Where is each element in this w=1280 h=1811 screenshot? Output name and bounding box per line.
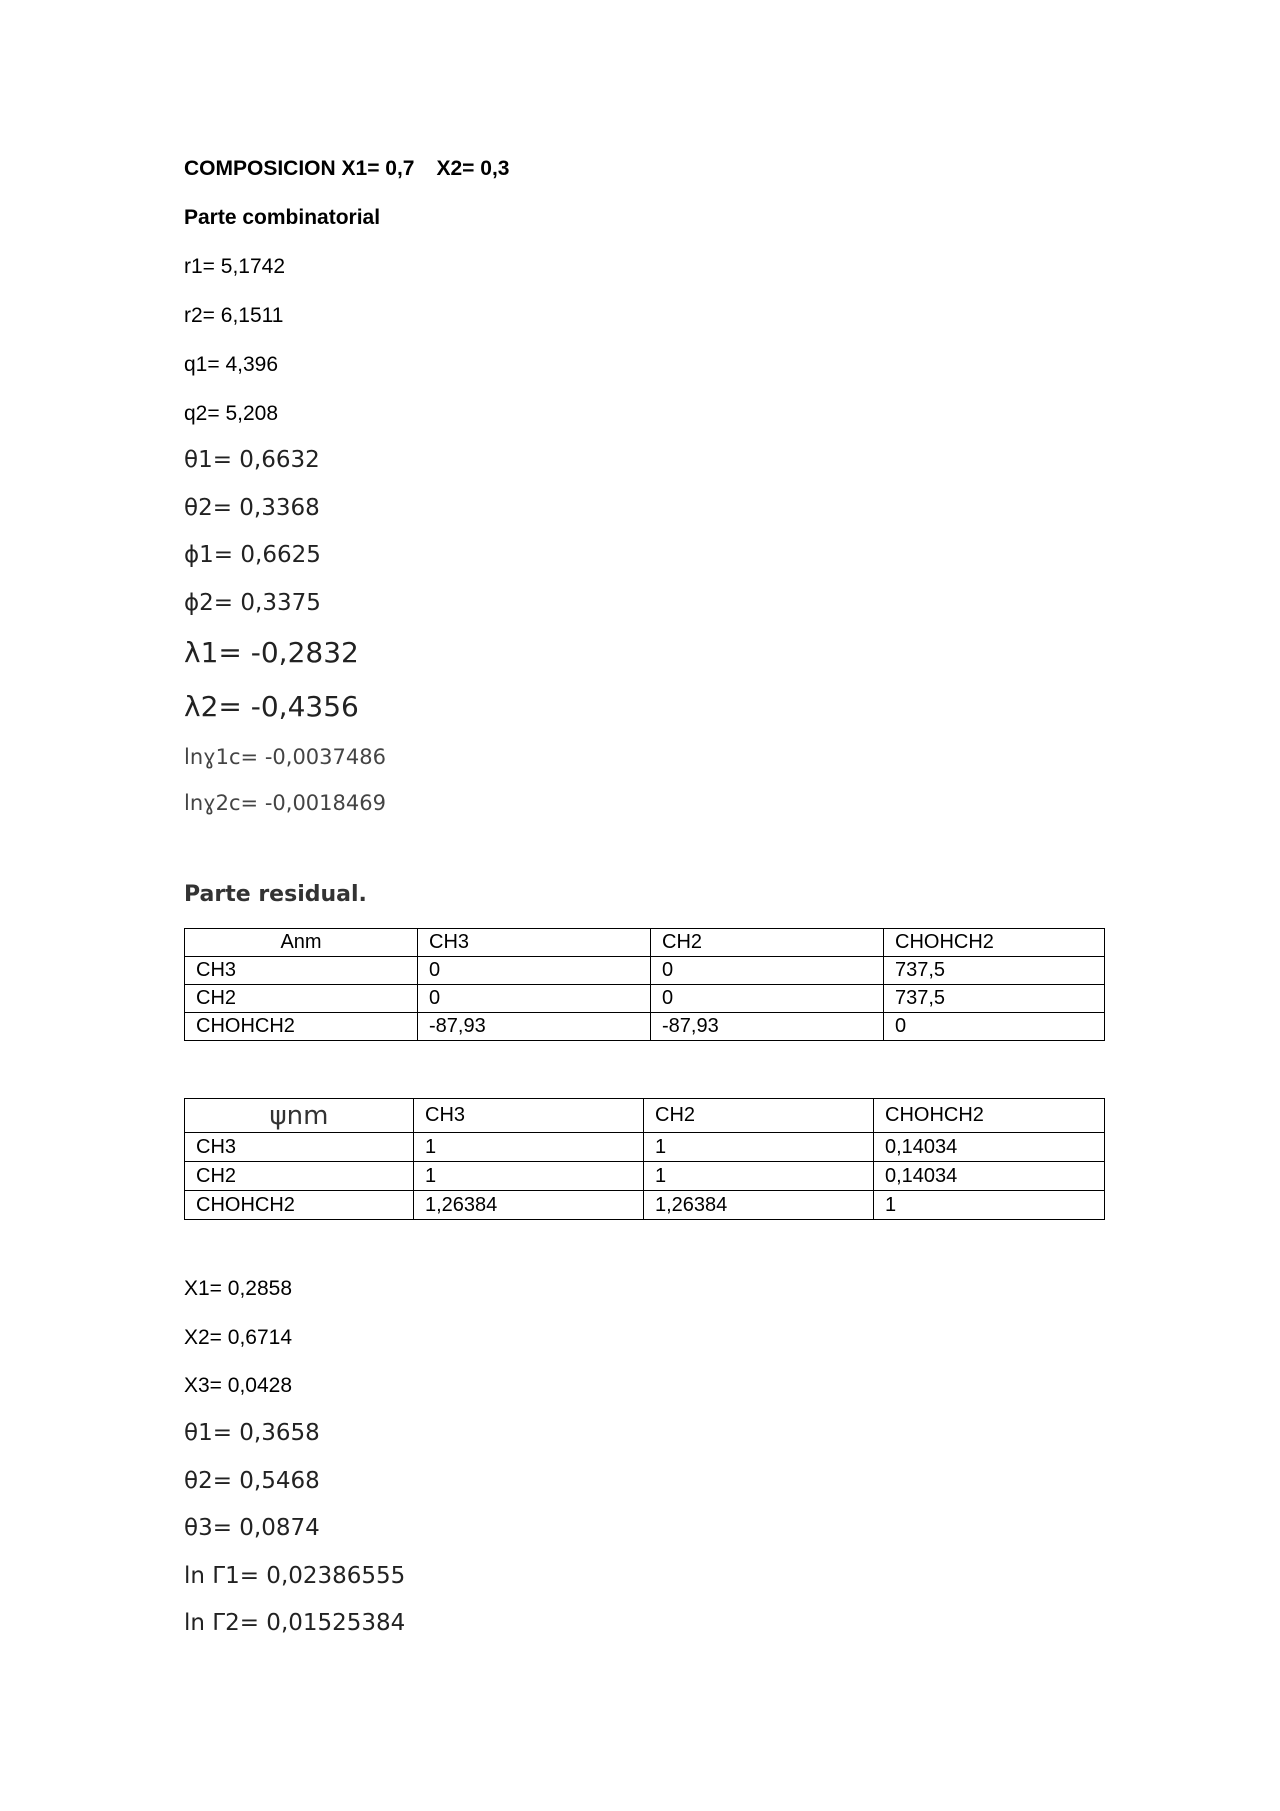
residual-theta1-value: θ1= 0,3658 xyxy=(184,1420,320,1446)
table-cell: 1,26384 xyxy=(414,1191,644,1220)
lambda1-value: λ1= -0,2832 xyxy=(184,636,359,669)
table-cell: 0,14034 xyxy=(874,1133,1105,1162)
anm-corner-label: Anm xyxy=(185,929,418,957)
residual-theta3-value: θ3= 0,0874 xyxy=(184,1515,320,1541)
lambda2-value: λ2= -0,4356 xyxy=(184,690,359,723)
column-header: CH3 xyxy=(414,1099,644,1133)
table-header-row xyxy=(185,929,1105,957)
table-row xyxy=(185,1191,1105,1220)
row-header: CH3 xyxy=(185,957,418,985)
ln-gamma1-value: ln Γ1= 0,02386555 xyxy=(184,1563,406,1589)
row-header: CH2 xyxy=(185,985,418,1013)
table-row xyxy=(185,1013,1105,1041)
combinatorial-heading: Parte combinatorial xyxy=(184,206,381,229)
table-cell: 1 xyxy=(644,1162,874,1191)
residual-heading: Parte residual. xyxy=(184,882,367,907)
q1-value: q1= 4,396 xyxy=(184,353,279,376)
table-cell: 0 xyxy=(651,957,884,985)
table-cell: 1 xyxy=(644,1133,874,1162)
theta2-value: θ2= 0,3368 xyxy=(184,495,320,521)
composition-x2: X2= 0,3 xyxy=(436,157,510,180)
residual-theta2-value: θ2= 0,5468 xyxy=(184,1468,320,1494)
group-fraction-x1: X1= 0,2858 xyxy=(184,1277,293,1300)
table-row xyxy=(185,1162,1105,1191)
anm-table xyxy=(184,928,1105,1041)
table-cell: 1 xyxy=(874,1191,1105,1220)
table-cell: 1 xyxy=(414,1162,644,1191)
lngamma2c-value: lnɣ2c= -0,0018469 xyxy=(184,791,386,815)
column-header: CHOHCH2 xyxy=(884,929,1105,957)
row-header: CHOHCH2 xyxy=(185,1191,414,1220)
table-cell: -87,93 xyxy=(651,1013,884,1041)
psi-table xyxy=(184,1098,1105,1220)
r1-value: r1= 5,1742 xyxy=(184,255,286,278)
column-header: CH2 xyxy=(644,1099,874,1133)
table-cell: 1,26384 xyxy=(644,1191,874,1220)
composition-x1: COMPOSICION X1= 0,7 xyxy=(184,157,415,180)
group-fraction-x2: X2= 0,6714 xyxy=(184,1326,293,1349)
table-cell: 737,5 xyxy=(884,985,1105,1013)
table-cell: 1 xyxy=(414,1133,644,1162)
q2-value: q2= 5,208 xyxy=(184,402,279,425)
table-cell: 0 xyxy=(418,985,651,1013)
table-cell: 737,5 xyxy=(884,957,1105,985)
phi1-value: ϕ1= 0,6625 xyxy=(184,542,321,568)
composition-heading xyxy=(184,158,509,179)
table-cell: -87,93 xyxy=(418,1013,651,1041)
table-row xyxy=(185,957,1105,985)
column-header: CH3 xyxy=(418,929,651,957)
table-cell: 0,14034 xyxy=(874,1162,1105,1191)
table-row xyxy=(185,1133,1105,1162)
table-cell: 0 xyxy=(418,957,651,985)
column-header: CH2 xyxy=(651,929,884,957)
phi2-value: ϕ2= 0,3375 xyxy=(184,590,321,616)
group-fraction-x3: X3= 0,0428 xyxy=(184,1374,293,1397)
table-row xyxy=(185,985,1105,1013)
psi-corner-label: ψnm xyxy=(185,1099,414,1133)
r2-value: r2= 6,1511 xyxy=(184,304,284,327)
table-cell: 0 xyxy=(651,985,884,1013)
ln-gamma2-value: ln Γ2= 0,01525384 xyxy=(184,1610,406,1636)
row-header: CHOHCH2 xyxy=(185,1013,418,1041)
table-header-row xyxy=(185,1099,1105,1133)
column-header: CHOHCH2 xyxy=(874,1099,1105,1133)
lngamma1c-value: lnɣ1c= -0,0037486 xyxy=(184,745,386,769)
table-cell: 0 xyxy=(884,1013,1105,1041)
theta1-value: θ1= 0,6632 xyxy=(184,447,320,473)
row-header: CH2 xyxy=(185,1162,414,1191)
row-header: CH3 xyxy=(185,1133,414,1162)
